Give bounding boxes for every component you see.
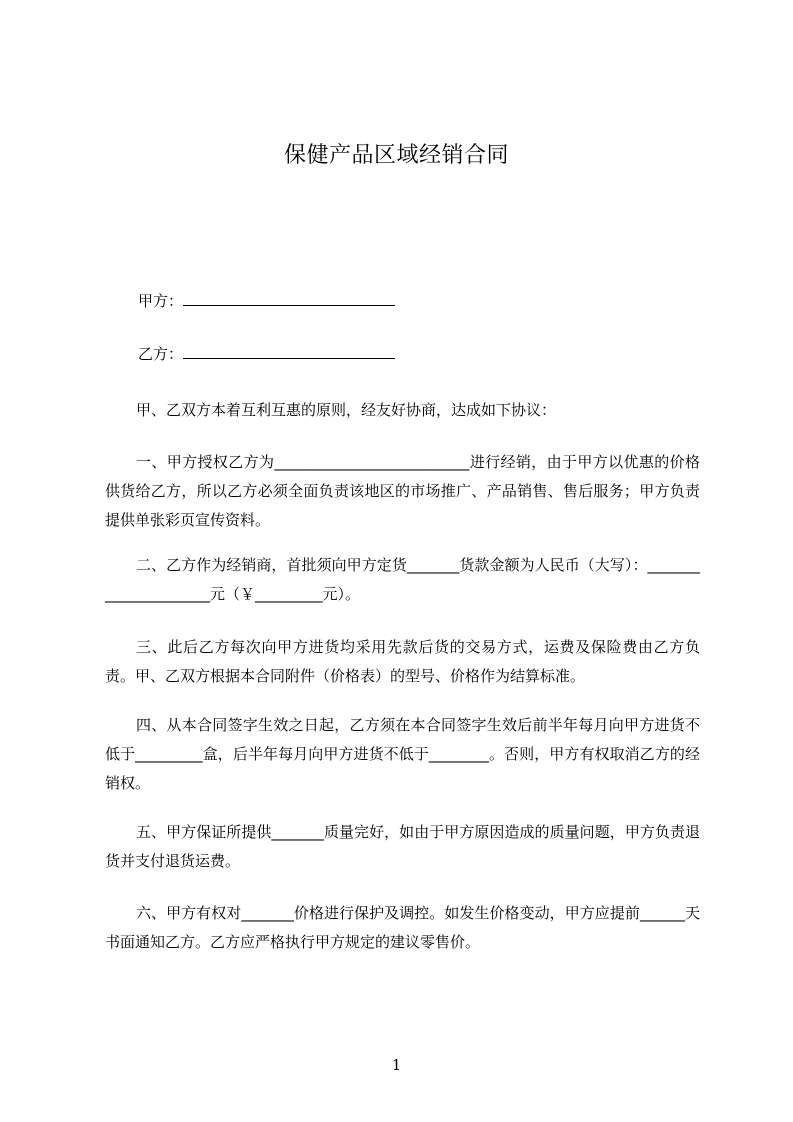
clause-6: 六、甲方有权对_______价格进行保护及调控。如发生价格变动，甲方应提前______天书面通知乙方。乙方应严格执行甲方规定的建议零售价。	[105, 904, 700, 951]
party-a-line	[138, 290, 395, 312]
page-number: 1	[391, 1056, 402, 1074]
party-a-blank	[183, 290, 395, 306]
clause-2: 二、乙方作为经销商，首批须向甲方定货_______货款金额为人民币（大写）：_____________________元（￥_________元）。	[105, 556, 700, 603]
party-b-blank	[183, 343, 395, 359]
clause-3: 三、此后乙方每次向甲方进货均采用先款后货的交易方式，运费及保险费由乙方负责。甲、乙双方根据本合同附件（价格表）的型号、价格作为结算标准。	[105, 638, 700, 685]
clause-4: 四、从本合同签字生效之日起，乙方须在本合同签字生效后前半年每月向甲方进货不低于_________盒，后半年每月向甲方进货不低于________。否则，甲方有权取消乙方的经销权。	[105, 716, 700, 792]
clause-5: 五、甲方保证所提供_______质量完好，如由于甲方原因造成的质量问题，甲方负责退货并支付退货运费。	[105, 823, 700, 870]
intro-paragraph: 甲、乙双方本着互利互惠的原则，经友好协商，达成如下协议：	[136, 401, 557, 419]
clause-1: 一、甲方授权乙方为__________________________进行经销，由于甲方以优惠的价格供货给乙方，所以乙方必须全面负责该地区的市场推广、产品销售、售后服务；甲方负责提供单张彩页宣传资料。	[105, 453, 700, 529]
party-b-label: 乙方：	[138, 345, 184, 363]
page-title: 保健产品区域经销合同	[283, 143, 509, 168]
party-a-label: 甲方：	[138, 292, 184, 310]
party-b-line	[138, 343, 395, 365]
